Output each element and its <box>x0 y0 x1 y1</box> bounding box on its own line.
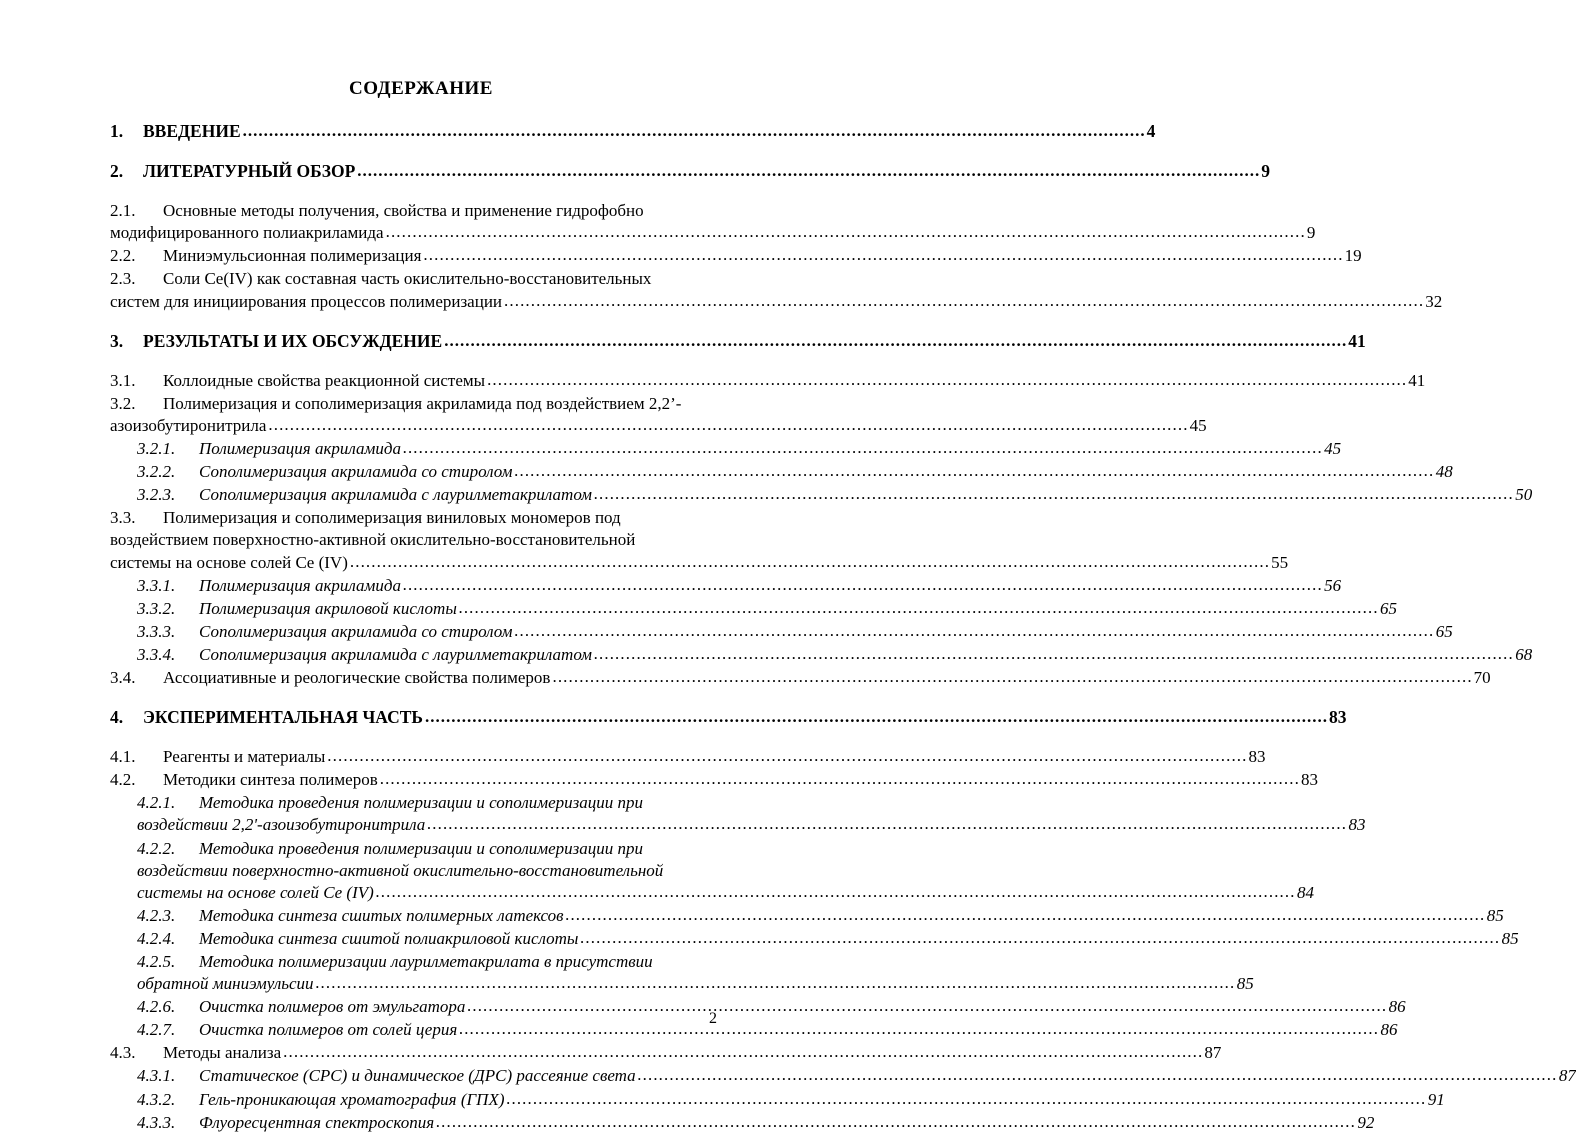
toc-entry-label: Флуоресцентная спектроскопия <box>199 1112 435 1132</box>
toc-entry-label: ЭКСПЕРИМЕНТАЛЬНАЯ ЧАСТЬ <box>143 707 423 728</box>
toc-entry-label-cont: систем для инициирования процессов полимеризации <box>110 291 503 311</box>
toc-entry[interactable] <box>137 996 1406 1018</box>
toc-entry-list <box>110 120 1576 1134</box>
dot-leader <box>436 1111 1356 1133</box>
toc-entry-number: 3.3.3. <box>137 621 176 641</box>
toc-entry[interactable] <box>137 1089 1445 1111</box>
toc-entry-page: 9 <box>1306 223 1316 243</box>
toc-entry-page: 48 <box>1435 462 1453 482</box>
toc-entry-label: ВВЕДЕНИЕ <box>143 121 241 141</box>
toc-entry-label: Полимеризация акриламида <box>199 439 401 459</box>
toc-entry[interactable] <box>137 1019 1398 1041</box>
toc-entry-page: 83 <box>1248 747 1266 767</box>
toc-entry-label: Полимеризация акриловой кислоты <box>199 598 457 618</box>
toc-entry-label: Сополимеризация акриламида со стиролом <box>199 462 513 482</box>
page-number: 2 <box>709 1010 717 1027</box>
toc-entry-page: 83 <box>1300 770 1318 790</box>
dot-leader <box>423 244 1343 266</box>
toc-entry-page: 85 <box>1501 928 1519 948</box>
toc-entry-page: 87 <box>1204 1043 1222 1063</box>
toc-entry-page: 85 <box>1236 974 1254 994</box>
dot-leader <box>638 1064 1558 1086</box>
toc-entry-number: 4.2.3. <box>137 905 176 925</box>
dot-leader <box>380 768 1300 790</box>
toc-entry-number: 4.3.2. <box>137 1089 176 1109</box>
toc-entry-label: Методика проведения полимеризации и сополимеризации при <box>199 838 644 858</box>
dot-leader <box>459 1018 1379 1040</box>
toc-entry-label: Методика синтеза сшитой полиакриловой кислоты <box>199 928 579 948</box>
toc-entry-page: 87 <box>1558 1066 1576 1086</box>
dot-leader <box>487 369 1407 391</box>
toc-entry-page: 55 <box>1271 552 1289 572</box>
toc-entry-number: 4.3.1. <box>137 1066 176 1086</box>
toc-entry-label: Очистка полимеров от эмульгатора <box>199 997 466 1017</box>
toc-entry[interactable] <box>110 769 1318 791</box>
dot-leader <box>357 160 1260 182</box>
toc-entry-page: 41 <box>1348 330 1366 351</box>
toc-entry-number: 4.2.5. <box>137 952 176 971</box>
dot-leader <box>327 745 1247 767</box>
toc-entry-label-cont: воздействии поверхностно-активной окислительно-восстановительной <box>137 860 664 880</box>
toc-entry[interactable] <box>137 838 1314 904</box>
dot-leader <box>444 330 1347 352</box>
dot-leader <box>403 574 1323 596</box>
toc-entry[interactable] <box>110 1042 1222 1064</box>
toc-entry-number: 3.2. <box>110 393 136 413</box>
toc-entry[interactable] <box>137 905 1504 927</box>
toc-entry[interactable] <box>110 507 1289 573</box>
toc-entry-number: 3.2.2. <box>137 462 176 482</box>
dot-leader <box>467 995 1387 1017</box>
toc-entry-number: 3. <box>110 330 124 351</box>
toc-entry-label: Методика синтеза сшитых полимерных латексов <box>199 905 564 925</box>
toc-entry-label: Методика проведения полимеризации и сополимеризации при <box>199 793 644 813</box>
toc-entry-label-cont: обратной миниэмульсии <box>137 974 314 994</box>
toc-entry-page: 50 <box>1515 485 1533 505</box>
toc-entry-number: 3.3.2. <box>137 598 176 618</box>
toc-entry-label-cont: воздействием поверхностно-активной окислительно-восстановительной <box>110 530 636 550</box>
toc-entry[interactable] <box>110 393 1207 437</box>
toc-entry[interactable] <box>137 928 1519 950</box>
toc-entry-label: Полимеризация акриламида <box>199 575 401 595</box>
toc-entry-page: 32 <box>1425 291 1443 311</box>
dot-leader <box>459 597 1379 619</box>
dot-leader <box>565 904 1485 926</box>
dot-leader <box>580 927 1500 949</box>
toc-entry[interactable] <box>110 330 1366 353</box>
dot-leader <box>507 1088 1427 1110</box>
dot-leader <box>552 666 1472 688</box>
toc-entry-label: Полимеризация и сополимеризация акриламида под воздействием 2,2’- <box>163 393 682 413</box>
toc-entry-page: 86 <box>1380 1020 1398 1040</box>
toc-entry[interactable] <box>110 200 1316 244</box>
toc-entry-number: 4.2.7. <box>137 1020 176 1040</box>
toc-entry-number: 4. <box>110 707 124 728</box>
toc-entry-page: 83 <box>1328 707 1347 728</box>
toc-entry-page: 70 <box>1473 667 1491 687</box>
toc-entry-number: 3.2.3. <box>137 485 176 505</box>
toc-entry-number: 4.1. <box>110 747 136 767</box>
toc-entry-label: ЛИТЕРАТУРНЫЙ ОБЗОР <box>143 161 356 182</box>
toc-entry-label: Полимеризация и сополимеризация виниловых мономеров под <box>163 508 621 528</box>
dot-leader <box>386 221 1306 243</box>
dot-leader <box>243 120 1146 142</box>
toc-entry-number: 1. <box>110 121 124 141</box>
toc-entry-number: 4.3. <box>110 1043 136 1063</box>
toc-entry[interactable] <box>137 951 1254 995</box>
toc-entry-number: 4.2.4. <box>137 928 176 948</box>
toc-entry-page: 65 <box>1435 621 1453 641</box>
toc-entry-page: 45 <box>1324 439 1342 459</box>
dot-leader <box>594 483 1514 505</box>
toc-entry-number: 4.2.1. <box>137 793 176 813</box>
toc-entry-label: Гель-проникающая хроматография (ГПХ) <box>199 1089 505 1109</box>
toc-entry[interactable] <box>137 1065 1576 1087</box>
toc-entry-page: 85 <box>1486 905 1504 925</box>
toc-entry-number: 3.1. <box>110 370 136 390</box>
toc-entry-label-cont: системы на основе солей Ce (IV) <box>110 552 348 572</box>
toc-entry[interactable] <box>110 268 1443 312</box>
toc-entry-label-cont: азоизобутиронитрила <box>110 415 267 435</box>
toc-entry[interactable] <box>137 644 1533 666</box>
toc-entry-page: 41 <box>1408 370 1426 390</box>
toc-entry-number: 3.4. <box>110 667 136 687</box>
toc-entry-page: 56 <box>1324 575 1342 595</box>
toc-entry-page: 65 <box>1380 598 1398 618</box>
dot-leader <box>594 643 1514 665</box>
toc-entry-number: 4.3.3. <box>137 1112 176 1132</box>
dot-leader <box>515 620 1435 642</box>
dot-leader <box>350 551 1270 573</box>
toc-entry-label: Сополимеризация акриламида с лаурилметакрилатом <box>199 485 593 505</box>
toc-entry-number: 4.2. <box>110 770 136 790</box>
toc-entry-label: РЕЗУЛЬТАТЫ И ИХ ОБСУЖДЕНИЕ <box>143 330 443 351</box>
dot-leader <box>283 1041 1203 1063</box>
toc-entry-label: Миниэмульсионная полимеризация <box>163 246 422 266</box>
toc-entry-page: 19 <box>1344 246 1362 266</box>
toc-entry-number: 3.2.1. <box>137 439 176 459</box>
toc-entry[interactable] <box>137 792 1366 836</box>
dot-leader <box>504 290 1424 312</box>
toc-entry[interactable] <box>137 598 1398 620</box>
toc-entry[interactable] <box>110 160 1271 183</box>
toc-entry-page: 83 <box>1348 815 1366 835</box>
toc-entry[interactable] <box>137 438 1342 460</box>
page-title: СОДЕРЖАНИЕ <box>349 78 493 99</box>
toc-entry-page: 68 <box>1515 644 1533 664</box>
toc-entry-label: Реагенты и материалы <box>163 747 326 767</box>
dot-leader <box>403 437 1323 459</box>
toc-entry-number: 3.3.4. <box>137 644 176 664</box>
toc-entry-number: 2.1. <box>110 201 136 221</box>
toc-entry-number: 4.2.6. <box>137 997 176 1017</box>
toc-entry-page: 45 <box>1189 415 1207 435</box>
dot-leader <box>376 881 1296 903</box>
toc-entry[interactable] <box>110 245 1362 267</box>
toc-entry-label: Методы анализа <box>163 1043 282 1063</box>
toc-entry-label: Методика полимеризации лаурилметакрилата в присутствии <box>199 952 653 971</box>
toc-entry-label: Очистка полимеров от солей церия <box>199 1020 458 1040</box>
toc-entry-page: 92 <box>1357 1112 1375 1132</box>
toc-entry-label: Основные методы получения, свойства и применение гидрофобно <box>163 201 644 221</box>
toc-entry-page: 86 <box>1388 997 1406 1017</box>
toc-entry-number: 2. <box>110 161 124 182</box>
toc-entry-page: 9 <box>1261 161 1271 182</box>
toc-entry[interactable] <box>110 120 1156 143</box>
toc-entry-label: Методики синтеза полимеров <box>163 770 378 790</box>
dot-leader <box>515 460 1435 482</box>
toc-entry[interactable] <box>137 484 1533 506</box>
toc-entry-number: 4.2.2. <box>137 838 176 858</box>
toc-entry-label: Ассоциативные и реологические свойства полимеров <box>163 667 551 687</box>
toc-entry-number: 2.2. <box>110 246 136 266</box>
toc-entry-number: 2.3. <box>110 269 136 289</box>
toc-entry[interactable] <box>110 370 1426 392</box>
toc-entry[interactable] <box>110 667 1491 689</box>
toc-entry-number: 3.3.1. <box>137 575 176 595</box>
dot-leader <box>427 813 1347 835</box>
table-of-contents <box>110 78 1576 1134</box>
toc-entry[interactable] <box>137 575 1342 597</box>
toc-entry-label-cont: воздействии 2,2'-азоизобутиронитрила <box>137 815 426 835</box>
toc-entry-label: Сополимеризация акриламида с лаурилметакрилатом <box>199 644 593 664</box>
toc-entry-label: Соли Ce(IV) как составная часть окислительно-восстановительных <box>163 269 652 289</box>
dot-leader <box>316 972 1236 994</box>
toc-entry-page: 84 <box>1296 882 1314 902</box>
toc-entry[interactable] <box>110 746 1266 768</box>
toc-entry[interactable] <box>137 621 1453 643</box>
toc-entry-label: Статическое (СРС) и динамическое (ДРС) рассеяние света <box>199 1066 636 1086</box>
toc-entry-label-cont: системы на основе солей Ce (IV) <box>137 882 374 902</box>
toc-entry-page: 91 <box>1427 1089 1445 1109</box>
dot-leader <box>268 414 1188 436</box>
toc-entry[interactable] <box>110 706 1347 729</box>
toc-entry-label-cont: модифицированного полиакриламида <box>110 223 384 243</box>
dot-leader <box>425 706 1328 728</box>
toc-entry-page: 4 <box>1146 121 1156 141</box>
toc-entry-label: Сополимеризация акриламида со стиролом <box>199 621 513 641</box>
toc-entry-label: Коллоидные свойства реакционной системы <box>163 370 486 390</box>
toc-entry[interactable] <box>137 1112 1375 1134</box>
toc-entry[interactable] <box>137 461 1453 483</box>
toc-entry-number: 3.3. <box>110 508 136 528</box>
